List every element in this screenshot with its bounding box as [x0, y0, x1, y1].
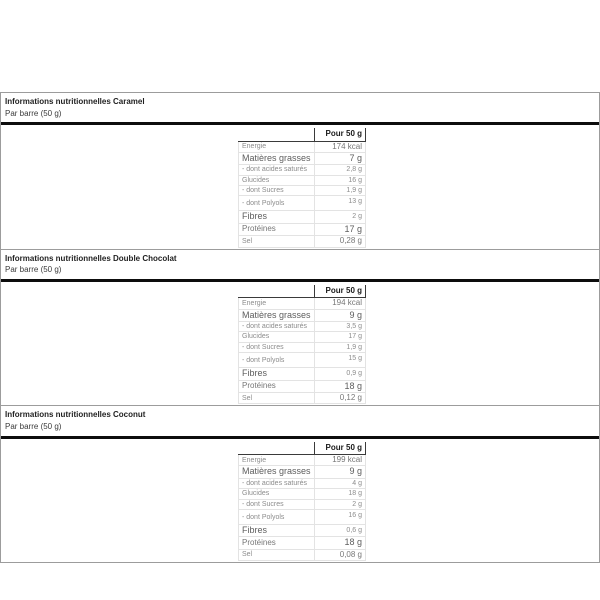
header-empty-cell — [239, 285, 315, 298]
row-label: - dont Polyols — [239, 509, 315, 524]
section-title: Informations nutritionnelles Caramel — [5, 97, 145, 106]
row-label: - dont Sucres — [239, 342, 315, 352]
row-label: Protéines — [239, 223, 315, 235]
table-row — [239, 509, 366, 524]
row-label: - dont Polyols — [239, 196, 315, 211]
column-header: Pour 50 g — [315, 285, 366, 298]
table-header-row — [239, 128, 366, 141]
row-label: Fibres — [239, 211, 315, 223]
row-value: 7 g — [315, 152, 366, 164]
table-row — [239, 342, 366, 352]
section-title: Informations nutritionnelles Coconut — [5, 410, 146, 420]
table-row — [239, 524, 366, 536]
row-label: - dont acides saturés — [239, 322, 315, 332]
table-row — [239, 478, 366, 488]
row-value: 0,08 g — [315, 549, 366, 560]
row-label: Sel — [239, 549, 315, 560]
row-value: 0,28 g — [315, 236, 366, 247]
table-row — [239, 322, 366, 332]
row-value: 1,9 g — [315, 186, 366, 196]
table-row — [239, 380, 366, 392]
section-title: Informations nutritionnelles Double Chocolat — [5, 253, 177, 263]
table-row — [239, 353, 366, 368]
row-label: - dont Polyols — [239, 353, 315, 368]
row-value: 18 g — [315, 380, 366, 392]
table-row — [239, 175, 366, 185]
row-value: 9 g — [315, 309, 366, 321]
table-row — [239, 211, 366, 223]
row-value: 2,8 g — [315, 165, 366, 175]
table-row — [239, 236, 366, 247]
row-value: 0,9 g — [315, 368, 366, 380]
table-row — [239, 186, 366, 196]
row-value: 1,9 g — [315, 342, 366, 352]
row-label: Glucides — [239, 332, 315, 342]
row-value: 2 g — [315, 211, 366, 223]
table-row — [239, 393, 366, 404]
nutrition-info-page — [0, 92, 600, 563]
section-subtitle: Par barre (50 g) — [5, 265, 62, 275]
row-label: Sel — [239, 393, 315, 404]
table-row — [239, 309, 366, 321]
nutrition-table-wrap — [1, 439, 599, 563]
row-value: 0,6 g — [315, 524, 366, 536]
nutrition-table — [238, 128, 366, 248]
row-label: - dont acides saturés — [239, 478, 315, 488]
nutrition-table-wrap — [1, 125, 599, 249]
row-label: Sel — [239, 236, 315, 247]
section-subtitle: Par barre (50 g) — [5, 108, 62, 118]
row-value: 16 g — [315, 509, 366, 524]
column-header: Pour 50 g — [315, 442, 366, 455]
row-value: 194 kcal — [315, 298, 366, 309]
row-value: 3,5 g — [315, 322, 366, 332]
row-label: - dont Sucres — [239, 186, 315, 196]
row-value: 174 kcal — [315, 141, 366, 152]
row-label: Fibres — [239, 524, 315, 536]
table-row — [239, 368, 366, 380]
nutrition-table-wrap — [1, 282, 599, 406]
row-value: 18 g — [315, 537, 366, 549]
row-value: 17 g — [315, 332, 366, 342]
row-label: Energie — [239, 141, 315, 152]
row-label: - dont Sucres — [239, 499, 315, 509]
row-value: 16 g — [315, 175, 366, 185]
table-row — [239, 454, 366, 465]
table-row — [239, 223, 366, 235]
nutrition-table — [238, 442, 366, 562]
row-label: Matières grasses — [239, 152, 315, 164]
row-value: 15 g — [315, 353, 366, 368]
column-header: Pour 50 g — [315, 128, 366, 141]
row-label: Protéines — [239, 380, 315, 392]
table-header-row — [239, 285, 366, 298]
table-row — [239, 152, 366, 164]
table-row — [239, 489, 366, 499]
row-label: Fibres — [239, 368, 315, 380]
nutrition-section-double-chocolat — [0, 249, 600, 407]
row-label: Matières grasses — [239, 466, 315, 478]
row-value: 17 g — [315, 223, 366, 235]
row-value: 199 kcal — [315, 454, 366, 465]
row-value: 13 g — [315, 196, 366, 211]
row-label: Energie — [239, 454, 315, 465]
row-value: 0,12 g — [315, 393, 366, 404]
table-row — [239, 332, 366, 342]
table-row — [239, 549, 366, 560]
row-value: 4 g — [315, 478, 366, 488]
row-value: 9 g — [315, 466, 366, 478]
nutrition-section-caramel — [0, 92, 600, 250]
table-row — [239, 196, 366, 211]
nutrition-table — [238, 285, 366, 405]
header-empty-cell — [239, 128, 315, 141]
table-row — [239, 537, 366, 549]
table-row — [239, 466, 366, 478]
row-label: Protéines — [239, 537, 315, 549]
nutrition-section-coconut — [0, 405, 600, 563]
table-row — [239, 499, 366, 509]
table-row — [239, 298, 366, 309]
row-value: 18 g — [315, 489, 366, 499]
table-header-row — [239, 442, 366, 455]
header-empty-cell — [239, 442, 315, 455]
row-value: 2 g — [315, 499, 366, 509]
row-label: Matières grasses — [239, 309, 315, 321]
table-row — [239, 141, 366, 152]
row-label: Energie — [239, 298, 315, 309]
row-label: Glucides — [239, 489, 315, 499]
row-label: Glucides — [239, 175, 315, 185]
section-subtitle: Par barre (50 g) — [5, 422, 62, 431]
table-row — [239, 165, 366, 175]
row-label: - dont acides saturés — [239, 165, 315, 175]
